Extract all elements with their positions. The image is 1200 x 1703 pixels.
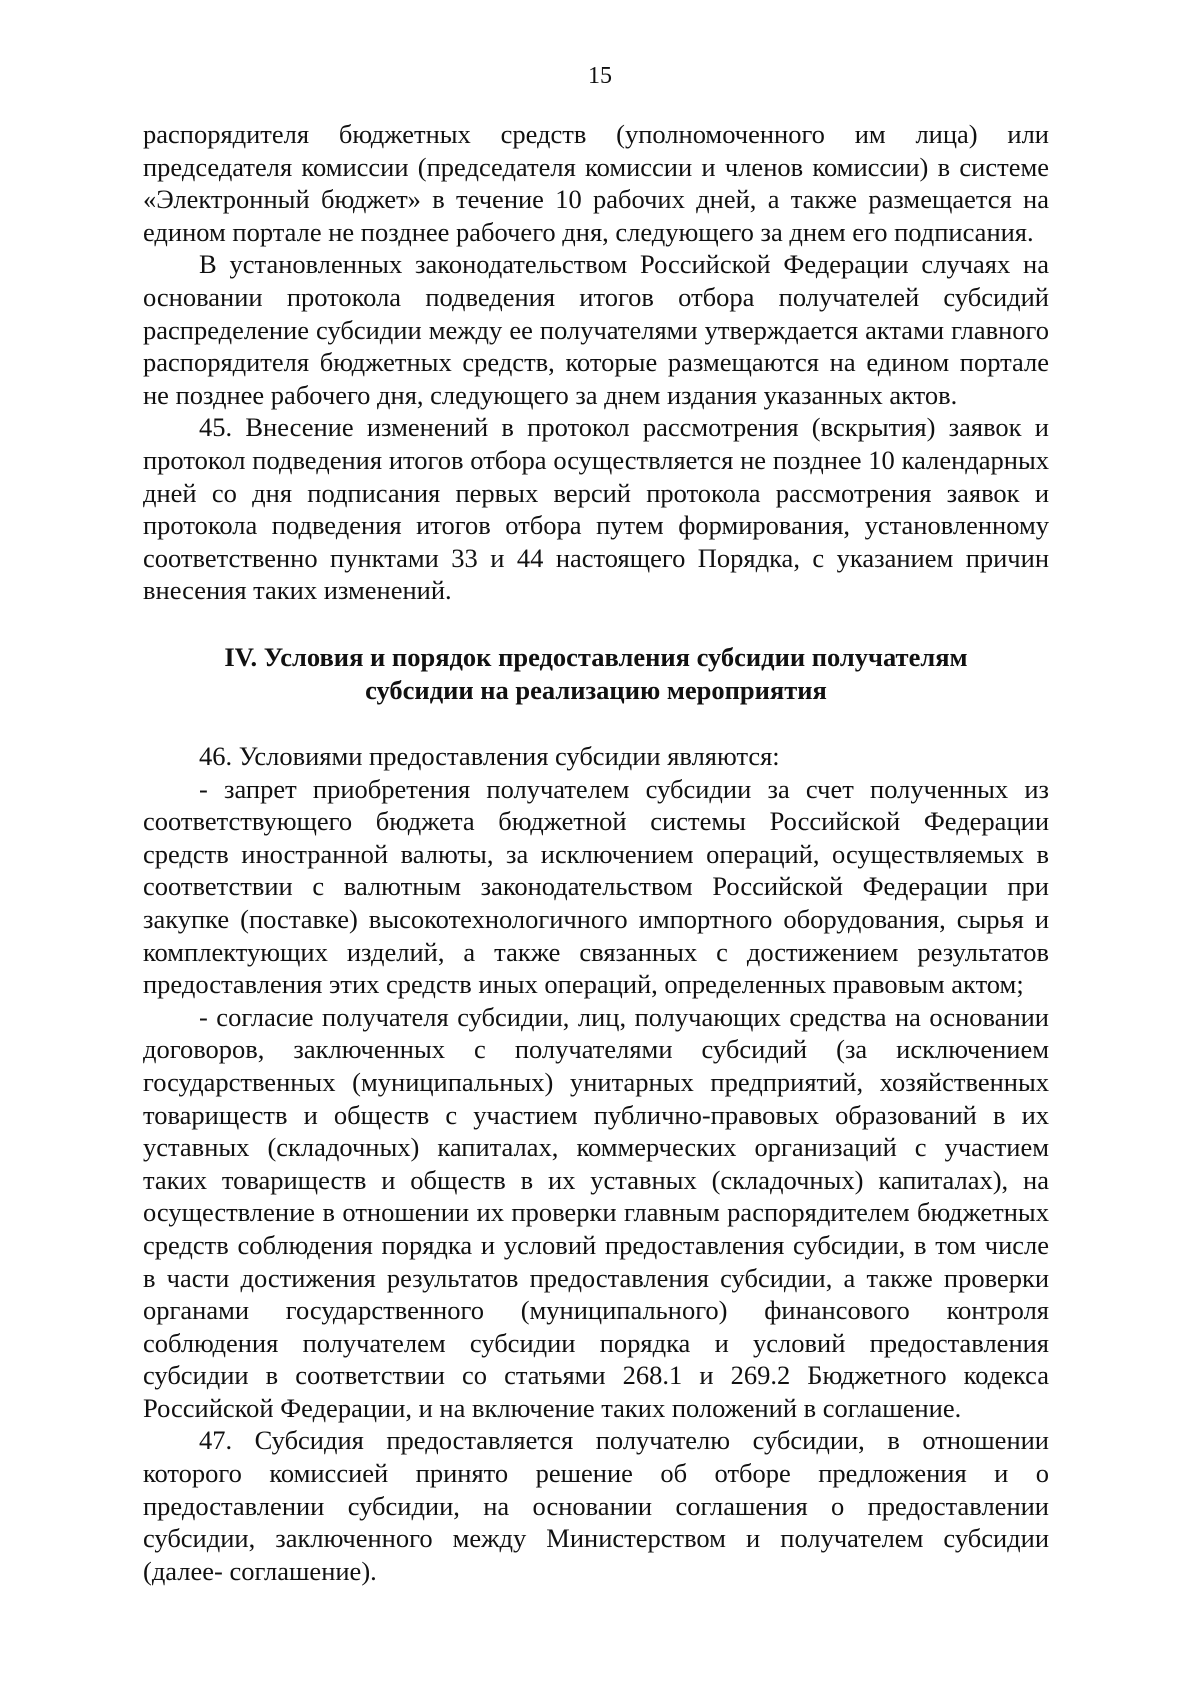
text-block-top	[143, 118, 1049, 607]
section-heading	[143, 641, 1049, 707]
paragraph-item-46: 46. Условиями предоставления субсидии являются:	[199, 741, 780, 771]
section-heading-line-1: IV. Условия и порядок предоставления субсидии получателям	[224, 642, 968, 672]
paragraph-condition-consent: - согласие получателя субсидии, лиц, получающих средства на основании договоров, заключенных с получателями субсидий (за исключением государственных (муниципальных) унитарных предприятий, хозяйственных товариществ и обществ с участием публично-правовых образований в их уставных (складочных) капиталах, коммерческих организаций с участием таких товариществ и обществ в их уставных (складочных) капиталах), на осуществление в отношении их проверки главным распорядителем бюджетных средств соблюдения порядка и условий предоставления субсидии, в том числе в части достижения результатов предоставления субсидии, а также проверки органами государственного (муниципального) финансового контроля соблюдения получателем субсидии порядка и условий предоставления субсидии в соответствии со статьями 268.1 и 269.2 Бюджетного кодекса Российской Федерации, и на включение таких положений в соглашение.	[143, 1001, 1049, 1423]
paragraph-item-45: 45. Внесение изменений в протокол рассмотрения (вскрытия) заявок и протокол подведения итогов отбора осуществляется не позднее 10 календарных дней со дня подписания первых версий протокола рассмотрения заявок и протокола подведения итогов отбора путем формирования, установленному соответственно пунктами 33 и 44 настоящего Порядка, с указанием причин внесения таких изменений.	[143, 412, 1049, 606]
paragraph-condition-currency: - запрет приобретения получателем субсидии за счет полученных из соответствующего бюджета бюджетной системы Российской Федерации средств иностранной валюты, за исключением операций, осуществляемых в соответствии с валютным законодательством Российской Федерации при закупке (поставке) высокотехнологичного импортного оборудования, сырья и комплектующих изделий, а также связанных с достижением результатов предоставления этих средств иных операций, определенных правовым актом;	[143, 773, 1049, 1000]
section-heading-line-2: субсидии на реализацию мероприятия	[365, 675, 827, 705]
paragraph-continuation: распорядителя бюджетных средств (уполномоченного им лица) или председателя комиссии (председателя комиссии и членов комиссии) в системе «Электронный бюджет» в течение 10 рабочих дней, а также размещается на едином портале не позднее рабочего дня, следующего за днем его подписания.	[143, 119, 1049, 247]
paragraph-distribution: В установленных законодательством Российской Федерации случаях на основании протокола подведения итогов отбора получателей субсидий распределение субсидии между ее получателями утверждается актами главного распорядителя бюджетных средств, которые размещаются на едином портале не позднее рабочего дня, следующего за днем издания указанных актов.	[143, 249, 1049, 410]
text-block-bottom	[143, 740, 1049, 1587]
page-number: 15	[588, 63, 612, 89]
paragraph-item-47: 47. Субсидия предоставляется получателю субсидии, в отношении которого комиссией принято решение об отборе предложения и о предоставлении субсидии, на основании соглашения о предоставлении субсидии, заключенного между Министерством и получателем субсидии (далее- соглашение).	[143, 1425, 1049, 1586]
